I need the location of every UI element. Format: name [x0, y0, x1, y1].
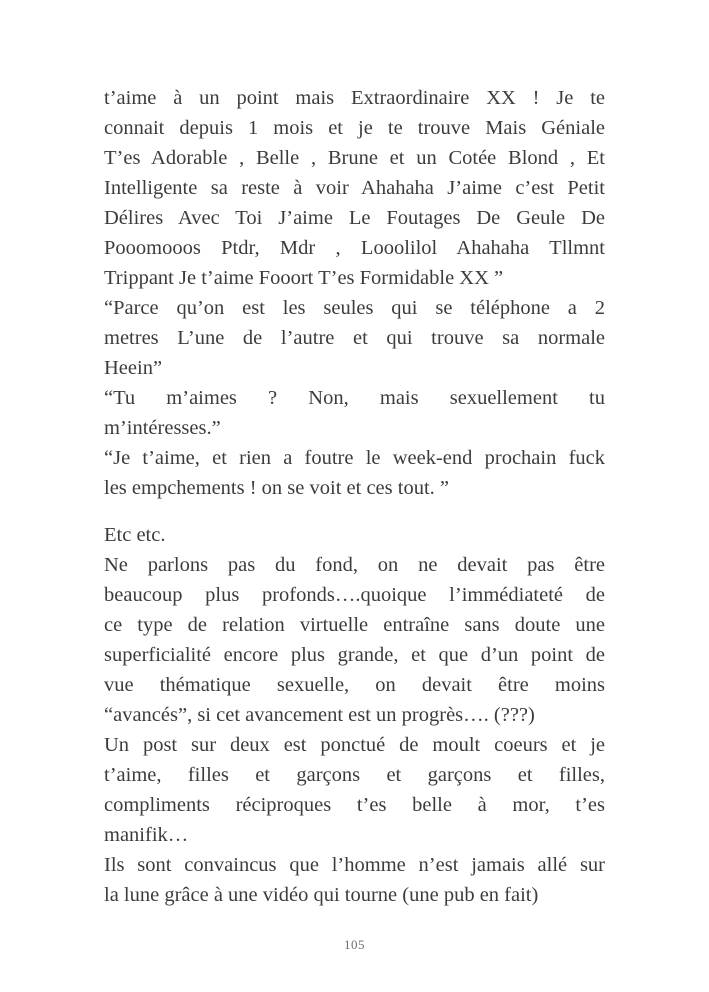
paragraph [104, 850, 605, 910]
text-line: Etc etc. [104, 524, 166, 546]
page-number: 105 [344, 937, 365, 952]
paragraph [104, 383, 605, 443]
text-line: t’aime à un point mais Extraordinaire XX ! Je te [104, 87, 605, 109]
text-line: t’aime, filles et garçons et garçons et filles, [104, 764, 605, 786]
text-line: Délires Avec Toi J’aime Le Foutages De Geule De [104, 207, 605, 229]
text-line: Trippant Je t’aime Fooort T’es Formidable XX ” [104, 267, 504, 289]
paragraph [104, 443, 605, 503]
text-line: superficialité encore plus grande, et que d’un point de [104, 644, 605, 666]
text-line: “Je t’aime, et rien a foutre le week-end prochain fuck [104, 447, 605, 469]
paragraph [104, 520, 605, 550]
text-line: T’es Adorable , Belle , Brune et un Cotée Blond , Et [104, 147, 605, 169]
text-line: connait depuis 1 mois et je te trouve Mais Géniale [104, 117, 605, 139]
text-line: “avancés”, si cet avancement est un progrès…. (???) [104, 704, 535, 726]
text-line: compliments réciproques t’es belle à mor, t’es [104, 794, 605, 816]
text-line: metres L’une de l’autre et qui trouve sa normale [104, 327, 605, 349]
paragraph [104, 293, 605, 383]
text-line: Ils sont convaincus que l’homme n’est jamais allé sur [104, 854, 605, 876]
paragraph [104, 550, 605, 730]
text-line: vue thématique sexuelle, on devait être moins [104, 674, 605, 696]
text-line: les empchements ! on se voit et ces tout. ” [104, 477, 449, 499]
text-block [104, 83, 605, 910]
text-line: Pooomooos Ptdr, Mdr , Looolilol Ahahaha Tllmnt [104, 237, 605, 259]
text-line: m’intéresses.” [104, 417, 221, 439]
text-line: “Tu m’aimes ? Non, mais sexuellement tu [104, 387, 605, 409]
text-line: manifik… [104, 824, 189, 846]
text-line: Intelligente sa reste à voir Ahahaha J’aime c’est Petit [104, 177, 605, 199]
text-line: Heein” [104, 357, 163, 379]
text-line: “Parce qu’on est les seules qui se téléphone a 2 [104, 297, 605, 319]
text-line: Un post sur deux est ponctué de moult coeurs et je [104, 734, 605, 756]
text-line: Ne parlons pas du fond, on ne devait pas être [104, 554, 605, 576]
paragraph [104, 730, 605, 850]
text-line: la lune grâce à une vidéo qui tourne (une pub en fait) [104, 884, 539, 906]
paragraph [104, 83, 605, 293]
text-line: beaucoup plus profonds….quoique l’immédiateté de [104, 584, 605, 606]
text-line: ce type de relation virtuelle entraîne sans doute une [104, 614, 605, 636]
